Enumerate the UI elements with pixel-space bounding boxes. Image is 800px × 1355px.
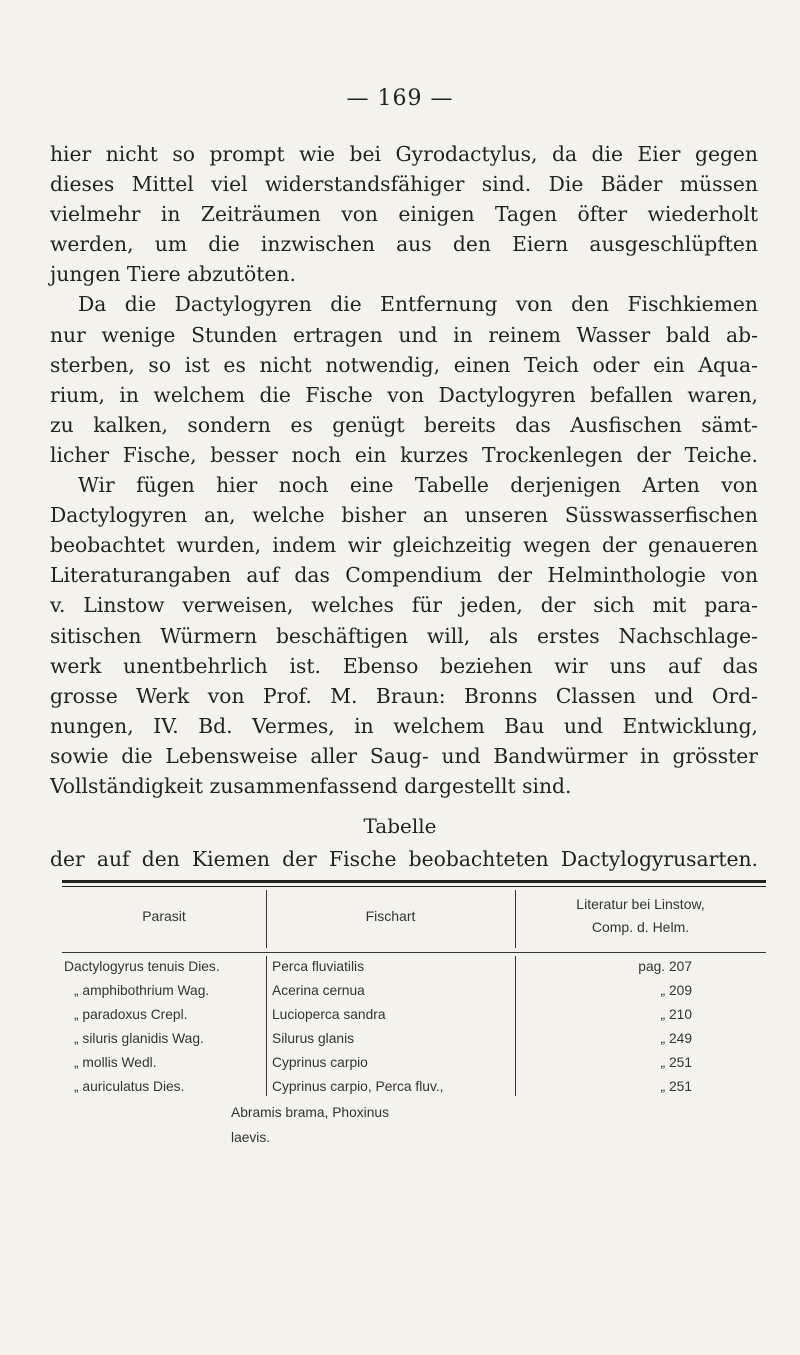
cell-literatur: „ 249 <box>660 1031 692 1046</box>
text-line: sterben, so ist es nicht notwendig, einen Teich oder ein Aqua- <box>50 352 758 377</box>
cell-fischart-continuation: laevis. <box>231 1130 271 1145</box>
text-line: dieses Mittel viel widerstandsfähiger sind. Die Bäder müssen <box>50 172 758 197</box>
cell-literatur: „ 210 <box>660 1007 692 1022</box>
cell-fischart: Acerina cernua <box>272 983 365 998</box>
cell-literatur: pag. 207 <box>638 959 692 974</box>
text-line: nur wenige Stunden ertragen und in reinem Wasser bald ab- <box>50 322 758 347</box>
table-heading: Tabelle <box>363 814 437 838</box>
page-number: — 169 — <box>346 86 454 111</box>
table-row <box>62 1079 766 1103</box>
text-line: sowie die Lebensweise aller Saug- und Bandwürmer in grösster <box>50 743 758 768</box>
header-fischart: Fischart <box>365 908 416 924</box>
text-line: licher Fische, besser noch ein kurzes Trockenlegen der Teiche. <box>50 442 758 467</box>
cell-parasit: „ siluris glanidis Wag. <box>74 1031 204 1046</box>
text-line: grosse Werk von Prof. M. Braun: Bronns Classen und Ord- <box>50 683 758 708</box>
header-literatur-line1: Literatur bei Linstow, <box>576 896 705 912</box>
cell-literatur: „ 209 <box>660 983 692 998</box>
cell-fischart-continuation: Abramis brama, Phoxinus <box>231 1105 389 1120</box>
text-line: Da die Dactylogyren die Entfernung von den Fischkiemen <box>78 292 758 317</box>
header-literatur-line2: Comp. d. Helm. <box>591 919 690 935</box>
text-line: Vollständigkeit zusammenfassend dargestellt sind. <box>50 773 572 798</box>
text-line: zu kalken, sondern es genügt bereits das Ausfischen sämt- <box>50 412 758 437</box>
table-row <box>62 1007 766 1031</box>
cell-fischart: Cyprinus carpio <box>272 1055 368 1070</box>
text-line: Dactylogyren an, welche bisher an unseren Süsswasserfischen <box>50 503 758 528</box>
table-row <box>62 959 766 983</box>
cell-parasit: Dactylogyrus tenuis Dies. <box>64 959 220 974</box>
cell-fischart: Perca fluviatilis <box>272 959 365 974</box>
cell-literatur: „ 251 <box>660 1079 692 1094</box>
table-top-rule-thin <box>62 886 766 887</box>
table-caption: der auf den Kiemen der Fische beobachteten Dactylogyrusarten. <box>50 847 758 871</box>
cell-parasit: „ mollis Wedl. <box>74 1055 157 1070</box>
text-line: v. Linstow verweisen, welches für jeden, der sich mit para- <box>50 593 758 618</box>
header-parasit: Parasit <box>142 908 186 924</box>
body-paragraph <box>50 139 758 801</box>
text-line: sitischen Würmern beschäftigen will, als erstes Nachschlage- <box>50 623 758 648</box>
table-body <box>62 959 766 1103</box>
text-line: werk unentbehrlich ist. Ebenso beziehen wir uns auf das <box>50 653 758 678</box>
cell-parasit: „ paradoxus Crepl. <box>74 1007 188 1022</box>
cell-literatur: „ 251 <box>660 1055 692 1070</box>
cell-fischart: Cyprinus carpio, Perca fluv., <box>272 1079 444 1094</box>
cell-parasit: „ auriculatus Dies. <box>74 1079 185 1094</box>
text-line: vielmehr in Zeiträumen von einigen Tagen öfter wiederholt <box>50 202 758 227</box>
text-line: nungen, IV. Bd. Vermes, in welchem Bau und Entwicklung, <box>50 713 758 738</box>
table-top-rule <box>62 880 766 883</box>
table-row <box>62 1031 766 1055</box>
text-line: Wir fügen hier noch eine Tabelle derjenigen Arten von <box>78 473 758 498</box>
text-line: rium, in welchem die Fische von Dactylogyren befallen waren, <box>50 382 758 407</box>
cell-parasit: „ amphibothrium Wag. <box>74 983 210 998</box>
table-row <box>62 983 766 1007</box>
text-line: werden, um die inzwischen aus den Eiern ausgeschlüpften <box>50 232 758 257</box>
header-bottom-rule <box>62 952 766 953</box>
table-row <box>62 1055 766 1079</box>
text-line: Literaturangaben auf das Compendium der Helminthologie von <box>50 563 758 588</box>
text-line: jungen Tiere abzutöten. <box>50 262 296 287</box>
cell-fischart: Lucioperca sandra <box>272 1007 386 1022</box>
text-line: beobachtet wurden, indem wir gleichzeitig wegen der genaueren <box>50 533 758 558</box>
cell-fischart: Silurus glanis <box>272 1031 355 1046</box>
text-line: hier nicht so prompt wie bei Gyrodactylus, da die Eier gegen <box>50 142 758 166</box>
